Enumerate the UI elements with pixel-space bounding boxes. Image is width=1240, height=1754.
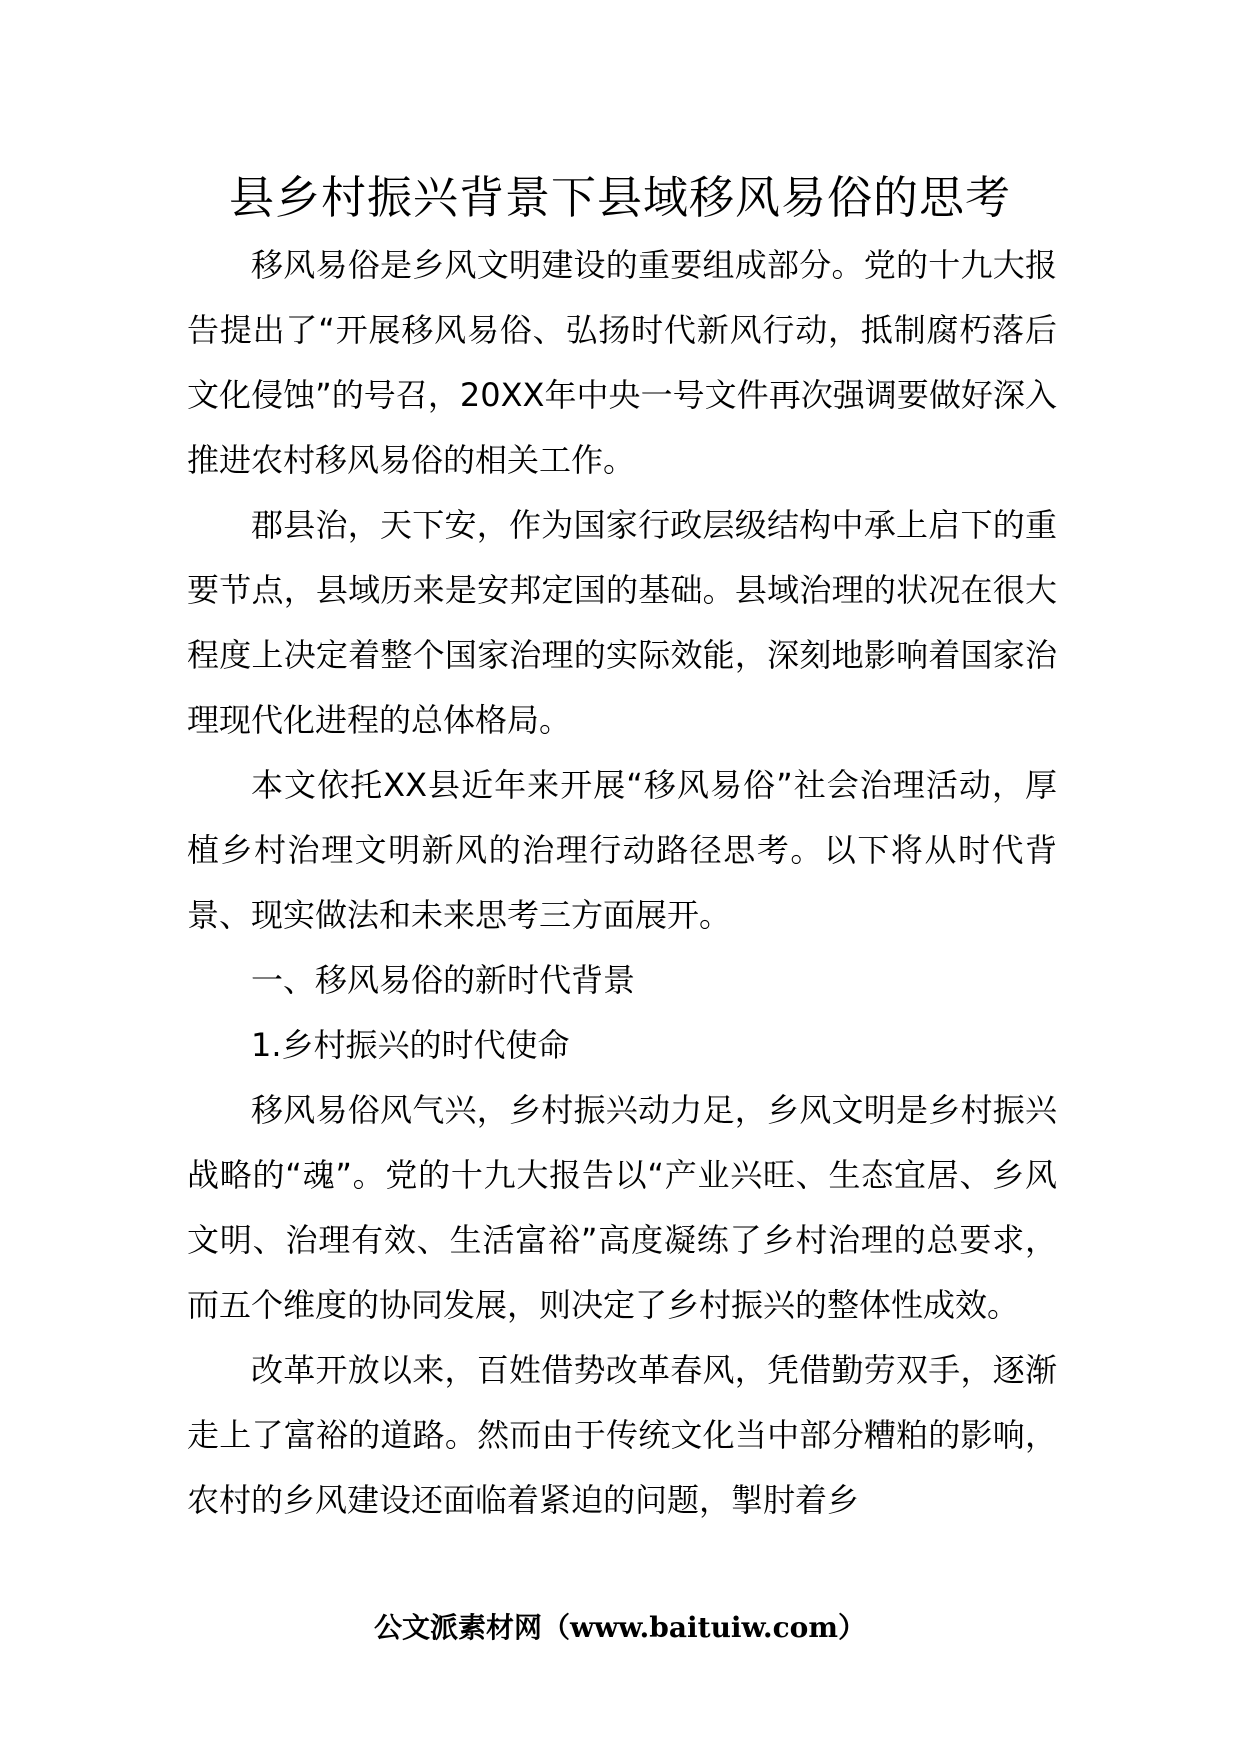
footer-watermark: 公文派素材网（www.baituiw.com） [374, 1611, 866, 1644]
document-title: 县乡村振兴背景下县域移风易俗的思考 [228, 171, 1011, 224]
paragraph-reform-opening: 改革开放以来，百姓借势改革春风，凭借勤劳双手，逐渐走上了富裕的道路。然而由于传统文化当中部分糟粕的影响，农村的乡风建设还面临着紧迫的问题，掣肘着乡 [187, 1351, 1057, 1519]
paragraph-county-governance: 郡县治，天下安，作为国家行政层级结构中承上启下的重要节点，县域历来是安邦定国的基础。县域治理的状况在很大程度上决定着整个国家治理的实际效能，深刻地影响着国家治理现代化进程的总体格局。 [187, 506, 1057, 739]
document-body [187, 233, 1057, 1533]
paragraph-article-outline: 本文依托XX县近年来开展“移风易俗”社会治理活动，厚植乡村治理文明新风的治理行动路径思考。以下将从时代背景、现实做法和未来思考三方面展开。 [187, 766, 1057, 934]
paragraph-rural-revitalization: 移风易俗风气兴，乡村振兴动力足，乡风文明是乡村振兴战略的“魂”。党的十九大报告以“产业兴旺、生态宜居、乡风文明、治理有效、生活富裕”高度凝练了乡村治理的总要求，而五个维度的协同发展，则决定了乡村振兴的整体性成效。 [187, 1091, 1057, 1324]
paragraph-intro: 移风易俗是乡风文明建设的重要组成部分。党的十九大报告提出了“开展移风易俗、弘扬时代新风行动，抵制腐朽落后文化侵蚀”的号召，20XX年中央一号文件再次强调要做好深入推进农村移风易俗的相关工作。 [187, 246, 1057, 479]
section-heading-1: 一、移风易俗的新时代背景 [251, 961, 636, 999]
subsection-heading-1-1: 1.乡村振兴的时代使命 [251, 1026, 570, 1064]
